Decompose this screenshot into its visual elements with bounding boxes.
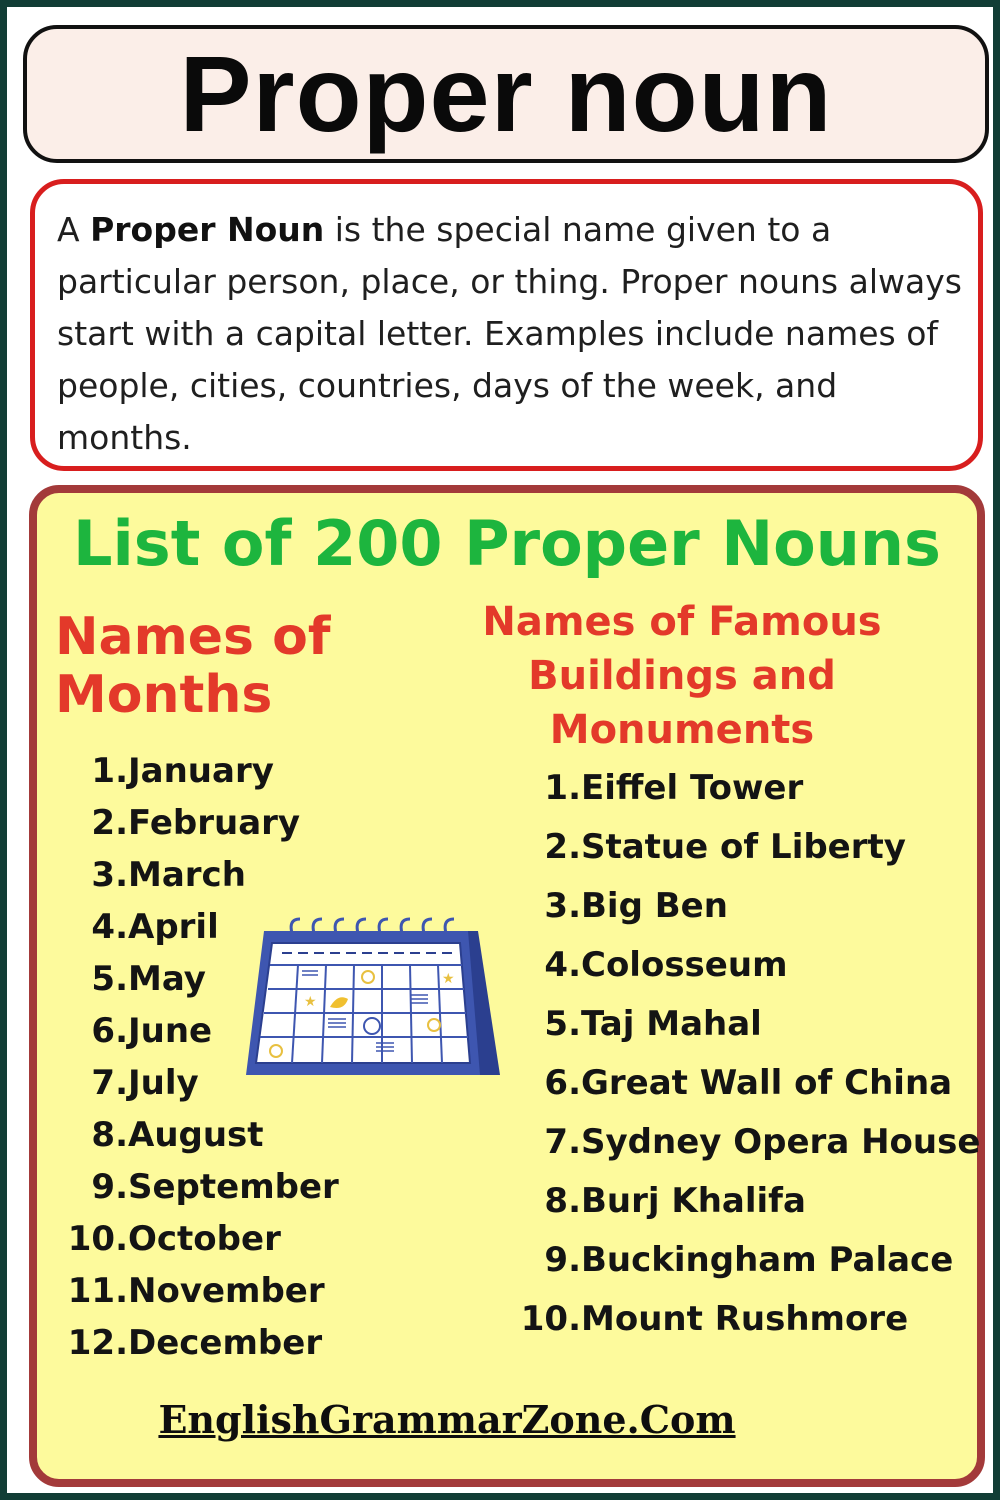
list-item <box>53 797 373 849</box>
item-label: April <box>128 907 219 947</box>
list-item <box>53 745 373 797</box>
list-item <box>497 759 977 818</box>
item-number: 4. <box>91 907 128 947</box>
item-number: 10. <box>67 1219 128 1259</box>
item-number: 6. <box>544 1063 581 1103</box>
item-number: 5. <box>91 959 128 999</box>
item-number: 3. <box>544 886 581 926</box>
item-number: 2. <box>544 827 581 867</box>
list-item <box>53 1317 373 1369</box>
list-item <box>497 995 977 1054</box>
item-number: 2. <box>91 803 128 843</box>
item-label: October <box>128 1219 281 1259</box>
item-number: 3. <box>91 855 128 895</box>
svg-text:★: ★ <box>304 994 317 1010</box>
item-number: 8. <box>544 1181 581 1221</box>
definition-term: Proper Noun <box>90 210 325 249</box>
list-item <box>497 1054 977 1113</box>
item-label: Great Wall of China <box>581 1063 953 1103</box>
item-number: 11. <box>67 1271 128 1311</box>
item-label: Taj Mahal <box>581 1004 762 1044</box>
page-title: Proper noun <box>179 33 833 154</box>
list-item <box>53 1161 373 1213</box>
item-number: 12. <box>67 1323 128 1363</box>
item-label: Statue of Liberty <box>581 827 906 867</box>
months-heading <box>55 608 375 724</box>
item-label: January <box>128 751 274 791</box>
item-label: March <box>128 855 246 895</box>
item-number: 5. <box>544 1004 581 1044</box>
item-label: July <box>128 1063 199 1103</box>
item-number: 10. <box>520 1299 581 1339</box>
buildings-heading-line: Monuments <box>549 707 815 753</box>
months-heading-line: Names of <box>55 607 331 667</box>
item-number: 9. <box>544 1240 581 1280</box>
item-number: 1. <box>91 751 128 791</box>
list-item <box>497 1113 981 1172</box>
svg-text:★: ★ <box>442 971 455 987</box>
buildings-heading-line: Buildings and <box>528 653 836 699</box>
list-item <box>497 877 977 936</box>
calendar-icon <box>242 913 504 1093</box>
list-item <box>53 1109 373 1161</box>
item-number: 7. <box>91 1063 128 1103</box>
buildings-heading <box>447 595 917 757</box>
list-item <box>497 936 977 995</box>
list-item <box>497 1172 977 1231</box>
item-number: 1. <box>544 768 581 808</box>
definition-prefix: A <box>57 210 80 249</box>
item-label: February <box>128 803 301 843</box>
item-number: 9. <box>91 1167 128 1207</box>
item-label: December <box>128 1323 323 1363</box>
item-label: Burj Khalifa <box>581 1181 806 1221</box>
buildings-list <box>497 759 981 1349</box>
item-label: Sydney Opera House <box>581 1122 981 1162</box>
definition-text <box>57 204 962 464</box>
list-item <box>497 1231 977 1290</box>
item-label: Colosseum <box>581 945 788 985</box>
months-heading-line: Months <box>55 665 273 725</box>
item-number: 7. <box>544 1122 581 1162</box>
item-label: Big Ben <box>581 886 728 926</box>
item-label: June <box>128 1011 213 1051</box>
item-number: 8. <box>91 1115 128 1155</box>
item-label: May <box>128 959 206 999</box>
list-panel <box>29 485 985 1487</box>
list-item <box>497 818 977 877</box>
item-label: November <box>128 1271 325 1311</box>
definition-body: is the special name given to a particular person, place, or thing. Proper nouns always start with a capital letter. Examples include names of people, cities, countries, days of the week, and months. <box>57 210 962 457</box>
item-label: August <box>128 1115 264 1155</box>
item-number: 6. <box>91 1011 128 1051</box>
list-title: List of 200 Proper Nouns <box>73 507 941 580</box>
item-label: Mount Rushmore <box>581 1299 909 1339</box>
item-label: Buckingham Palace <box>581 1240 954 1280</box>
buildings-heading-line: Names of Famous <box>482 599 882 645</box>
item-label: September <box>128 1167 339 1207</box>
site-footer: EnglishGrammarZone.Com <box>158 1397 736 1442</box>
list-item <box>53 849 373 901</box>
title-banner <box>23 25 989 163</box>
list-item <box>53 1265 373 1317</box>
item-label: Eiffel Tower <box>581 768 804 808</box>
list-item <box>53 1213 373 1265</box>
definition-box <box>30 179 983 471</box>
item-number: 4. <box>544 945 581 985</box>
list-item <box>497 1290 977 1349</box>
